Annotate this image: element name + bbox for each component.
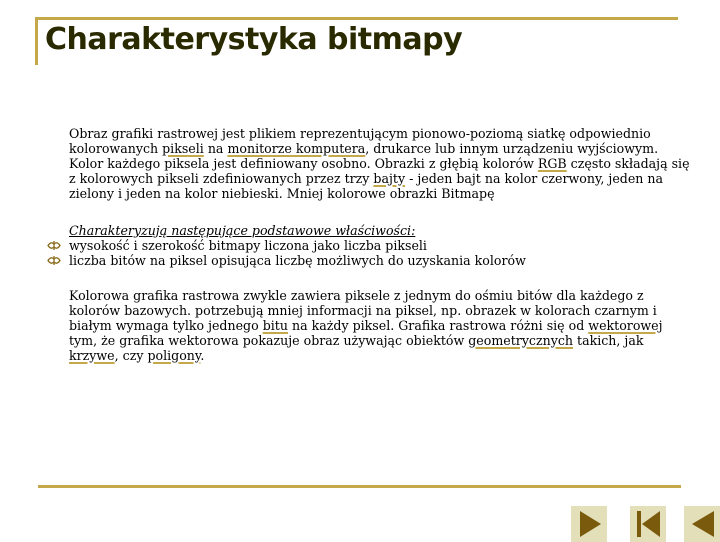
text-segment: - jeden bajt na kolor czerwony, jeden na zielony i jeden na kolor niebieski. Mniej kolorowe obrazki Bitmapę [69,171,664,201]
list-item-text: wysokość i szerokość bitmapy liczona jako liczba pikseli [69,238,427,253]
link-bitu[interactable]: bitu [262,318,288,333]
link-monitorze-komputera[interactable]: monitorze komputera [227,141,366,156]
title-frame-vertical [35,17,38,65]
list-item [69,253,694,268]
properties-list [69,238,694,268]
text-segment: Obraz grafiki rastrowej jest plikiem reprezentującym pionowo-poziomą siatkę odpowiednio kolorowanych [69,126,651,156]
footer-divider [38,485,681,488]
text-segment: na każdy piksel. Grafika rastrowa różni się od [287,318,589,333]
previous-slide-button[interactable] [684,506,720,542]
text-segment: na [203,141,228,156]
link-bajty[interactable]: bajty [373,171,406,186]
page-title: Charakterystyka bitmapy [45,22,463,57]
description-paragraph [69,126,694,201]
title-frame-horizontal [35,17,678,20]
next-slide-button[interactable] [571,506,607,542]
text-segment: Kolorowa grafika rastrowa zwykle zawiera piksele z jednym do ośmiu bitów dla każdego z kolorów bazowych. potrzebują mniej informacji na piksel, np. obrazek w kolorach czarnym i białym wymaga tylko jednego [69,288,657,333]
fleur-bullet-icon [47,240,61,251]
slide-content [69,126,694,363]
text-segment: . [200,348,205,363]
list-item [69,238,694,253]
text-segment: , drukarce lub innym urządzeniu wyjściowym. Kolor każdego piksela jest definiowany osobno. Obrazki z głębią kolorów [69,141,659,171]
text-segment: tym, że grafika wektorowa pokazuje obraz używając obiektów [69,333,469,348]
link-poligony[interactable]: poligony [147,348,201,363]
text-segment: , czy [114,348,148,363]
properties-intro: Charakteryzują następujące podstawowe właściwości: [69,223,416,238]
link-pikseli[interactable]: pikseli [162,141,204,156]
first-slide-button[interactable] [630,506,666,542]
previous-slide-icon [684,506,720,542]
link-rgb[interactable]: RGB [537,156,567,171]
link-geometrycznych[interactable]: geometrycznych [468,333,574,348]
list-item-text: liczba bitów na piksel opisująca liczbę możliwych do uzyskania kolorów [69,253,526,268]
first-slide-icon [630,506,666,542]
comparison-paragraph [69,288,694,363]
link-wektorowej[interactable]: wektorowej [588,318,663,333]
text-segment: często składają się z kolorowych pikseli zdefiniowanych przez trzy [69,156,690,186]
link-krzywe[interactable]: krzywe [69,348,115,363]
text-segment: takich, jak [573,333,644,348]
fleur-bullet-icon [47,255,61,266]
play-next-icon [571,506,607,542]
